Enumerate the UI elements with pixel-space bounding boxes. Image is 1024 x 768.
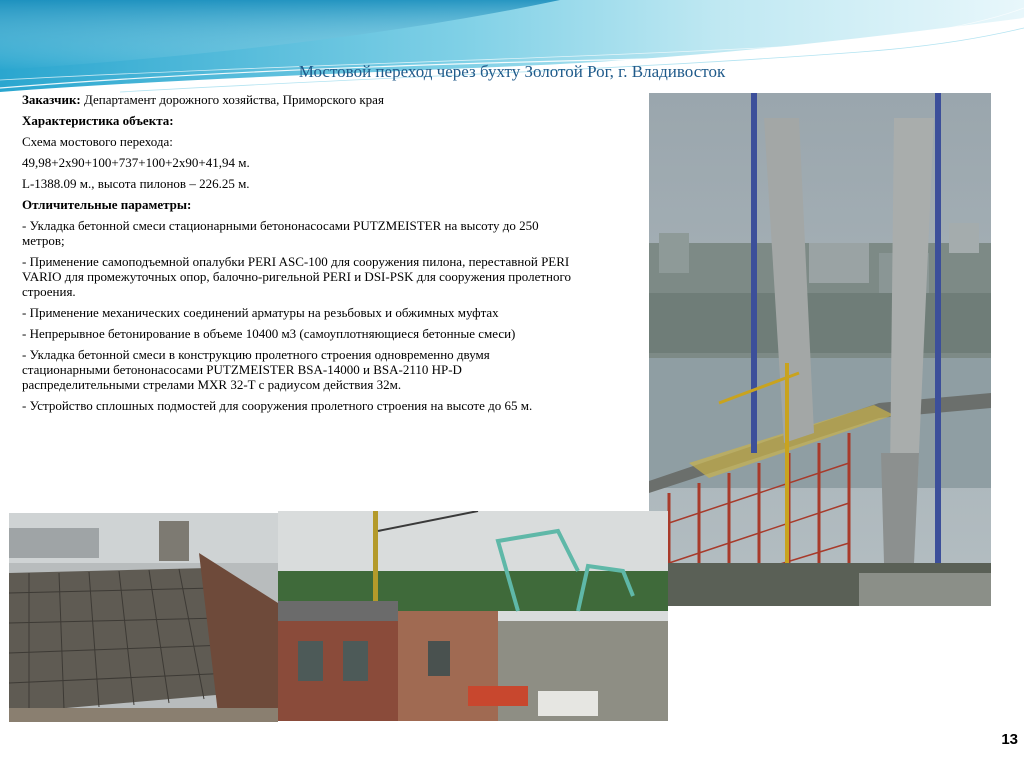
rebar-foundation-photo <box>9 513 278 722</box>
bridge-pylons-photo <box>649 93 991 606</box>
param-item: - Применение механических соединений арматуры на резьбовых и обжимных муфтах <box>22 305 499 320</box>
param-item: - Укладка бетонной смеси стационарными бетононасосами PUTZMEISTER на высоту до 250 метров; <box>22 218 539 248</box>
scheme-value: 49,98+2х90+100+737+100+2х90+41,94 м. <box>22 155 250 170</box>
params-heading: Отличительные параметры: <box>22 197 192 212</box>
characteristic-heading: Характеристика объекта: <box>22 113 174 128</box>
param-item: - Устройство сплошных подмостей для сооружения пролетного строения на высоте до 65 м. <box>22 398 533 413</box>
page-number: 13 <box>1001 731 1018 748</box>
param-item: - Укладка бетонной смеси в конструкцию пролетного строения одновременно двумя стационарными бетононасосами PUTZMEISTER BSA-14000 и BSA-2110 HP-D распределительными стрелами MXR 32-T с радиусом действия 32м. <box>22 347 490 392</box>
customer-label: Заказчик: <box>22 92 81 107</box>
length-height: L-1388.09 м., высота пилонов – 226.25 м. <box>22 176 250 191</box>
customer-line <box>22 92 574 107</box>
slide-title: Мостовой переход через бухту Золотой Рог, г. Владивосток <box>298 62 726 81</box>
project-description <box>22 92 574 419</box>
scheme-label: Схема мостового перехода: <box>22 134 173 149</box>
param-item: - Применение самоподъемной опалубки PERI ASC-100 для сооружения пилона, переставной PERI VARIO для промежуточных опор, балочно-ригельной PERI и DSI-PSK для сооружения пролетного строения. <box>22 254 571 299</box>
param-item: - Непрерывное бетонирование в объеме 10400 м3 (самоуплотняющиеся бетонные смеси) <box>22 326 516 341</box>
construction-site-photo <box>278 511 668 721</box>
customer-value: Департамент дорожного хозяйства, Приморского края <box>84 92 384 107</box>
